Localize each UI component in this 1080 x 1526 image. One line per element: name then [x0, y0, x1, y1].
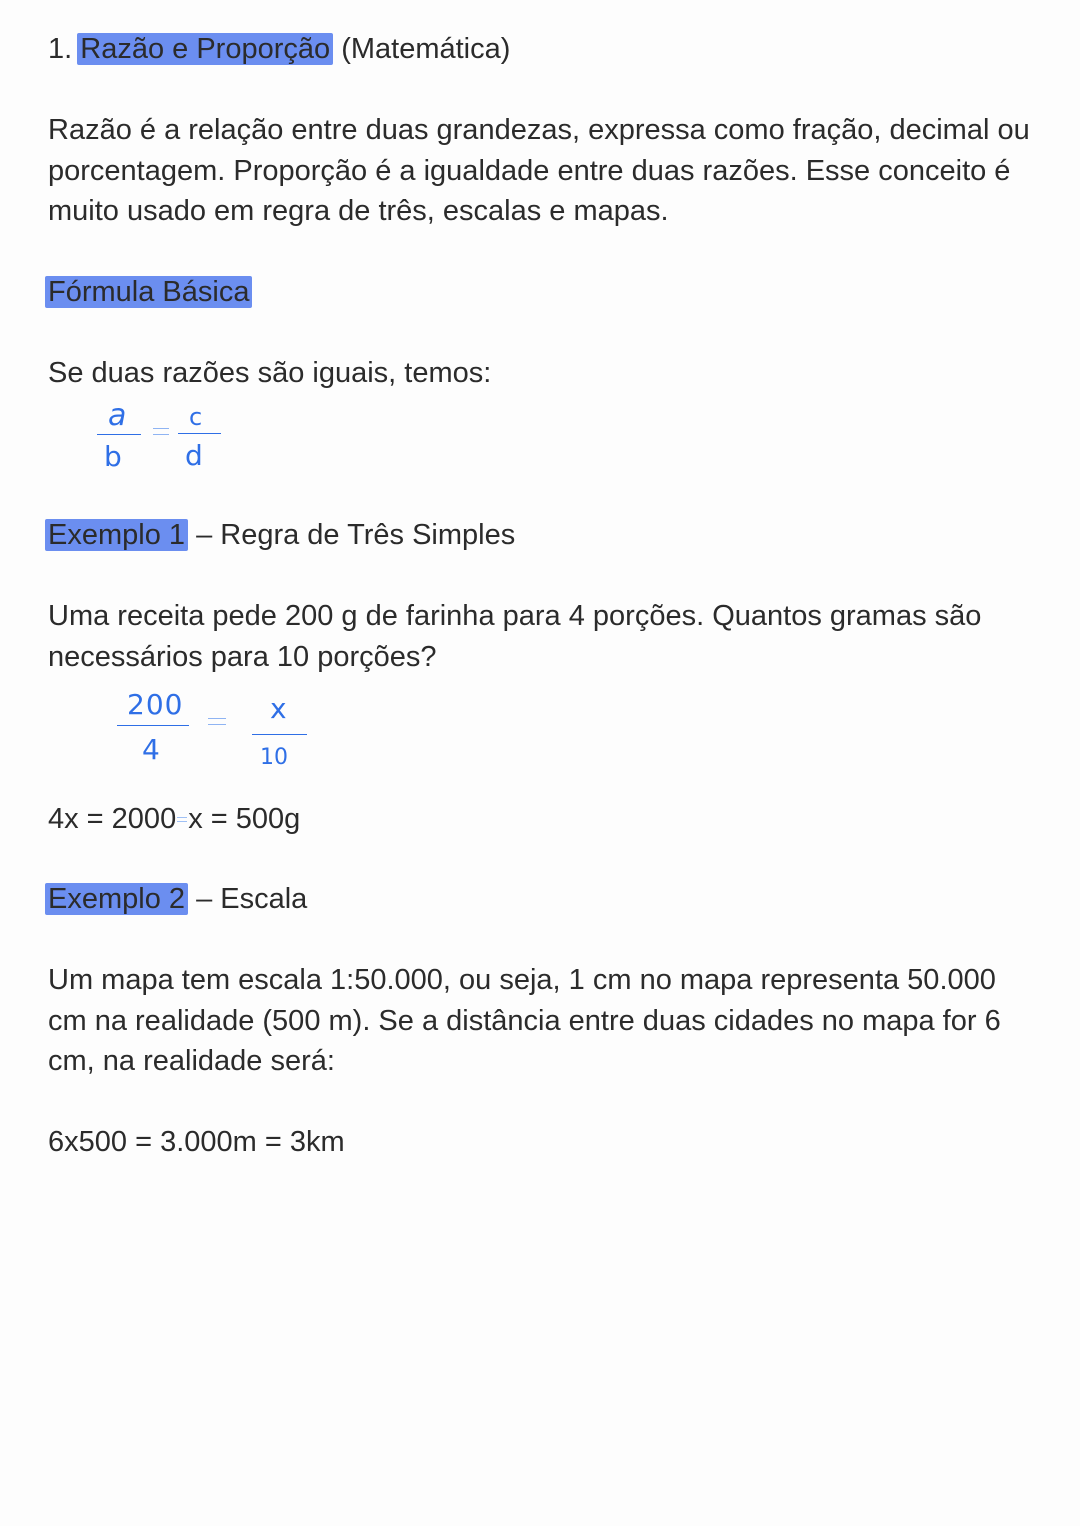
hw-num-c: c: [189, 403, 203, 431]
hw-num-200: 200: [127, 688, 184, 721]
title-highlight: Razão e Proporção: [77, 33, 333, 65]
hw-fraction-bar-x: [252, 734, 307, 735]
hw-fraction-bar-right: [178, 433, 221, 434]
handwritten-equals-mark: [177, 816, 187, 824]
example2-heading-rest: – Escala: [196, 883, 308, 915]
hw-den-10: 10: [260, 745, 288, 770]
example2-result: 6x500 = 3.000m = 3km: [48, 1126, 345, 1158]
example2-heading: [48, 879, 307, 919]
hw-den-d: d: [185, 439, 203, 472]
hw-num-x: x: [270, 692, 287, 725]
example2-text: Um mapa tem escala 1:50.000, ou seja, 1 cm no mapa representa 50.000 cm na realidade (500 m). Se a distância entre duas cidades no mapa for 6 cm, na realidade será:: [48, 964, 1001, 1077]
example1-result: [48, 799, 300, 839]
title-rest: (Matemática): [341, 33, 511, 65]
formula-text: Se duas razões são iguais, temos:: [48, 357, 492, 389]
example1-text: Uma receita pede 200 g de farinha para 4 porções. Quantos gramas são necessários para 10 porções?: [48, 600, 982, 673]
section-number: 1.: [48, 33, 73, 65]
example2-highlight: Exemplo 2: [45, 883, 188, 915]
example1-highlight: Exemplo 1: [45, 519, 188, 551]
example1-result-right: x = 500g: [188, 803, 301, 835]
hw-den-b: b: [104, 440, 122, 473]
hw-num-a: a: [108, 398, 127, 433]
example1-result-left: 4x = 2000: [48, 803, 177, 835]
example1-heading: [48, 515, 515, 555]
intro-paragraph: Razão é a relação entre duas grandezas, expressa como fração, decimal ou porcentagem. Proporção é a igualdade entre duas razões. Esse conceito é muito usado em regra de três, escalas e mapas.: [48, 114, 1030, 227]
hw-fraction-bar-left: [97, 434, 141, 435]
hw-den-4: 4: [142, 733, 160, 766]
formula-heading: [48, 272, 252, 312]
section-title: [48, 29, 510, 69]
example1-heading-rest: – Regra de Três Simples: [196, 519, 516, 551]
hw-fraction-bar-200: [117, 725, 189, 726]
formula-heading-highlight: Fórmula Básica: [45, 276, 252, 308]
